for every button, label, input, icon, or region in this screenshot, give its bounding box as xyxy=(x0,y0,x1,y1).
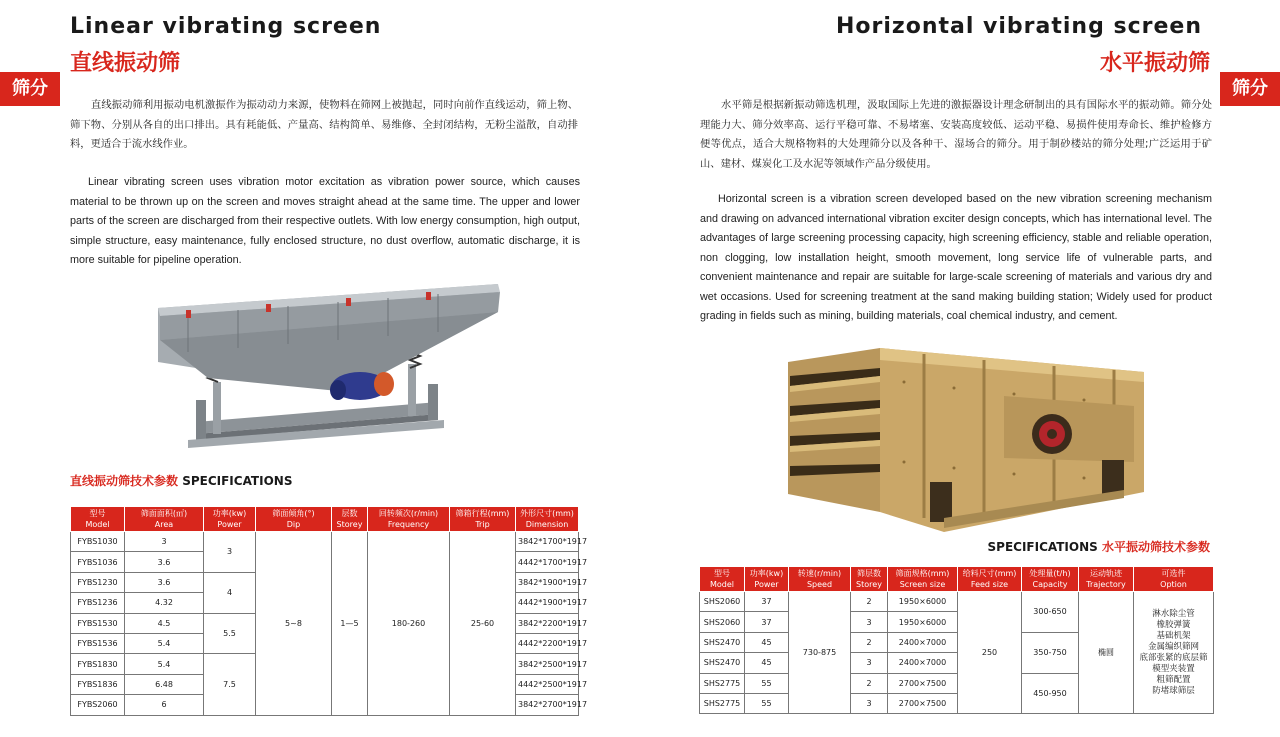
left-th-area: 筛面面积(㎡) Area xyxy=(125,507,204,532)
table-row xyxy=(700,592,1214,612)
model-cell: FYBS1236 xyxy=(71,593,125,613)
right-th-screen-size: 筛面规格(mm) Screen size xyxy=(888,567,958,592)
model-cell: FYBS1036 xyxy=(71,552,125,572)
capacity-cell: 300-650 xyxy=(1022,592,1079,633)
linear-screen-image xyxy=(148,282,518,464)
right-th-model: 型号 Model xyxy=(700,567,745,592)
dimension-cell: 3842*2700*1917 xyxy=(516,695,579,715)
speed-cell: 730-875 xyxy=(789,592,851,714)
right-section-tab: 筛分 xyxy=(1220,72,1280,106)
dimension-cell: 3842*1700*1917 xyxy=(516,532,579,552)
area-cell: 6 xyxy=(125,695,204,715)
left-section-tab: 筛分 xyxy=(0,72,60,106)
model-cell: SHS2470 xyxy=(700,632,745,652)
screen-size-cell: 2400×7000 xyxy=(888,653,958,673)
model-cell: SHS2060 xyxy=(700,592,745,612)
right-th-capacity: 处理量(t/h) Capacity xyxy=(1022,567,1079,592)
right-title-en: Horizontal vibrating screen xyxy=(835,14,1202,39)
power-cell: 45 xyxy=(745,632,789,652)
power-cell: 37 xyxy=(745,592,789,612)
capacity-cell: 450-950 xyxy=(1022,673,1079,714)
screen-size-cell: 1950×6000 xyxy=(888,612,958,632)
dimension-cell: 3842*1900*1917 xyxy=(516,572,579,592)
left-th-model: 型号 Model xyxy=(71,507,125,532)
right-description-cn: 水平筛是根据新振动筛选机理，汲取国际上先进的激振器设计理念研制出的具有国际水平的振动筛。筛分处理能力大、筛分效率高、运行平稳可靠、不易堵塞、安装高度较低、运动平稳、易损件使用寿命长、维护检修方便等优点，适合大规格物料的大处理筛分以及各种干、湿场合的筛分。用于制砂楼站的筛分处理;广泛运用于矿山、建材、煤炭化工及水泥等领域作产品分级使用。 xyxy=(700,99,1212,170)
area-cell: 3.6 xyxy=(125,552,204,572)
option-cell: 淋水除尘管 橡胶弹簧 基础机架 金属编织筛网 底部张紧的底层筛 模型夹装置 粗筛配置 防堵球筛层 xyxy=(1134,592,1214,714)
area-cell: 5.4 xyxy=(125,654,204,674)
area-cell: 3.6 xyxy=(125,572,204,592)
dimension-cell: 3842*2200*1917 xyxy=(516,613,579,633)
capacity-cell: 350-750 xyxy=(1022,632,1079,673)
power-cell: 4 xyxy=(204,572,256,613)
model-cell: SHS2775 xyxy=(700,693,745,713)
power-cell: 7.5 xyxy=(204,654,256,715)
power-cell: 37 xyxy=(745,612,789,632)
storey-cell: 3 xyxy=(851,612,888,632)
dimension-cell: 4442*2500*1917 xyxy=(516,674,579,694)
power-cell: 45 xyxy=(745,653,789,673)
left-th-storey: 层数 Storey xyxy=(332,507,368,532)
model-cell: FYBS1030 xyxy=(71,532,125,552)
model-cell: FYBS1830 xyxy=(71,654,125,674)
dimension-cell: 4442*1900*1917 xyxy=(516,593,579,613)
model-cell: FYBS1530 xyxy=(71,613,125,633)
trip-cell: 25-60 xyxy=(450,532,516,716)
dip-cell: 5~8 xyxy=(256,532,332,716)
right-th-trajectory: 运动轨迹 Trajectory xyxy=(1079,567,1134,592)
storey-cell: 3 xyxy=(851,693,888,713)
storey-cell: 1—5 xyxy=(332,532,368,716)
left-description-en: Linear vibrating screen uses vibration motor excitation as vibration power source, which causes material to be thrown up on the screen and moves straight ahead at the same time. The upper and lower parts of the screen are discharged from their respective outlets. With low energy consumption, high output, simple structure, easy maintenance, fully enclosed structure, no dust overflow, automatic discharge, it is more suitable for pipeline operation. xyxy=(70,176,580,266)
right-th-option: 可选件 Option xyxy=(1134,567,1214,592)
left-th-trip: 筛箱行程(mm) Trip xyxy=(450,507,516,532)
area-cell: 4.32 xyxy=(125,593,204,613)
table-row xyxy=(71,532,579,552)
left-title-cn: 直线振动筛 xyxy=(70,51,181,76)
feed-size-cell: 250 xyxy=(958,592,1022,714)
area-cell: 4.5 xyxy=(125,613,204,633)
power-cell: 5.5 xyxy=(204,613,256,654)
right-th-speed: 转速(r/min) Speed xyxy=(789,567,851,592)
left-th-frequency: 回转频次(r/min) Frequency xyxy=(368,507,450,532)
left-title-en: Linear vibrating screen xyxy=(70,14,382,39)
model-cell: FYBS1536 xyxy=(71,633,125,653)
horizontal-screen-image xyxy=(784,342,1152,532)
model-cell: FYBS1836 xyxy=(71,674,125,694)
storey-cell: 2 xyxy=(851,673,888,693)
power-cell: 55 xyxy=(745,673,789,693)
storey-cell: 3 xyxy=(851,653,888,673)
dimension-cell: 4442*2200*1917 xyxy=(516,633,579,653)
right-spec-heading-cn: 水平振动筛技术参数 xyxy=(1101,540,1210,554)
left-th-dimension: 外形尺寸(mm) Dimension xyxy=(516,507,579,532)
screen-size-cell: 2700×7500 xyxy=(888,693,958,713)
left-th-dip: 筛面倾角(°) Dip xyxy=(256,507,332,532)
left-spec-heading-en: SPECIFICATIONS xyxy=(182,474,293,488)
screen-size-cell: 1950×6000 xyxy=(888,592,958,612)
right-description-en: Horizontal screen is a vibration screen developed based on the new vibration screening mechanism and drawing on advanced international vibration exciter design concepts, which has international level. The advantages of large screening processing capacity, high screening efficiency, stable and reliable operation, non clogging, low installation height, smooth movement, long service life of vulnerable parts, and convenient maintenance and repair are suitable for large-scale screening of materials and various dry and wet occasions. Used for screening treatment at the sand making building station; Widely used for product grading in fields such as mining, building materials, coal chemical industry, and cement. xyxy=(700,193,1212,322)
right-th-feed-size: 给料尺寸(mm) Feed size xyxy=(958,567,1022,592)
model-cell: SHS2470 xyxy=(700,653,745,673)
storey-cell: 2 xyxy=(851,592,888,612)
right-spec-table xyxy=(699,566,1214,714)
area-cell: 6.48 xyxy=(125,674,204,694)
screen-size-cell: 2400×7000 xyxy=(888,632,958,652)
power-cell: 55 xyxy=(745,693,789,713)
right-spec-heading xyxy=(988,538,1210,555)
trajectory-cell: 椭圆 xyxy=(1079,592,1134,714)
left-table-header-row xyxy=(71,507,579,532)
left-spec-heading xyxy=(70,472,292,489)
power-cell: 3 xyxy=(204,532,256,573)
left-th-power: 功率(kw) Power xyxy=(204,507,256,532)
area-cell: 5.4 xyxy=(125,633,204,653)
frequency-cell: 180-260 xyxy=(368,532,450,716)
screen-size-cell: 2700×7500 xyxy=(888,673,958,693)
dimension-cell: 4442*1700*1917 xyxy=(516,552,579,572)
storey-cell: 2 xyxy=(851,632,888,652)
model-cell: SHS2775 xyxy=(700,673,745,693)
left-description-cn: 直线振动筛利用振动电机激振作为振动动力来源，使物料在筛网上被抛起，同时向前作直线运动，筛上物、筛下物、分别从各自的出口排出。具有耗能低、产量高、结构简单、易维修、全封闭结构，无粉尘溢散，自动排料，更适合于流水线作业。 xyxy=(70,99,578,150)
model-cell: SHS2060 xyxy=(700,612,745,632)
right-spec-heading-en: SPECIFICATIONS xyxy=(987,540,1098,554)
right-th-storey: 筛层数 Storey xyxy=(851,567,888,592)
left-spec-heading-cn: 直线振动筛技术参数 xyxy=(70,474,179,488)
right-th-power: 功率(kw) Power xyxy=(745,567,789,592)
right-title-cn: 水平振动筛 xyxy=(1099,51,1210,76)
model-cell: FYBS2060 xyxy=(71,695,125,715)
left-spec-table xyxy=(70,506,588,716)
dimension-cell: 3842*2500*1917 xyxy=(516,654,579,674)
right-table-header-row xyxy=(700,567,1214,592)
model-cell: FYBS1230 xyxy=(71,572,125,592)
area-cell: 3 xyxy=(125,532,204,552)
